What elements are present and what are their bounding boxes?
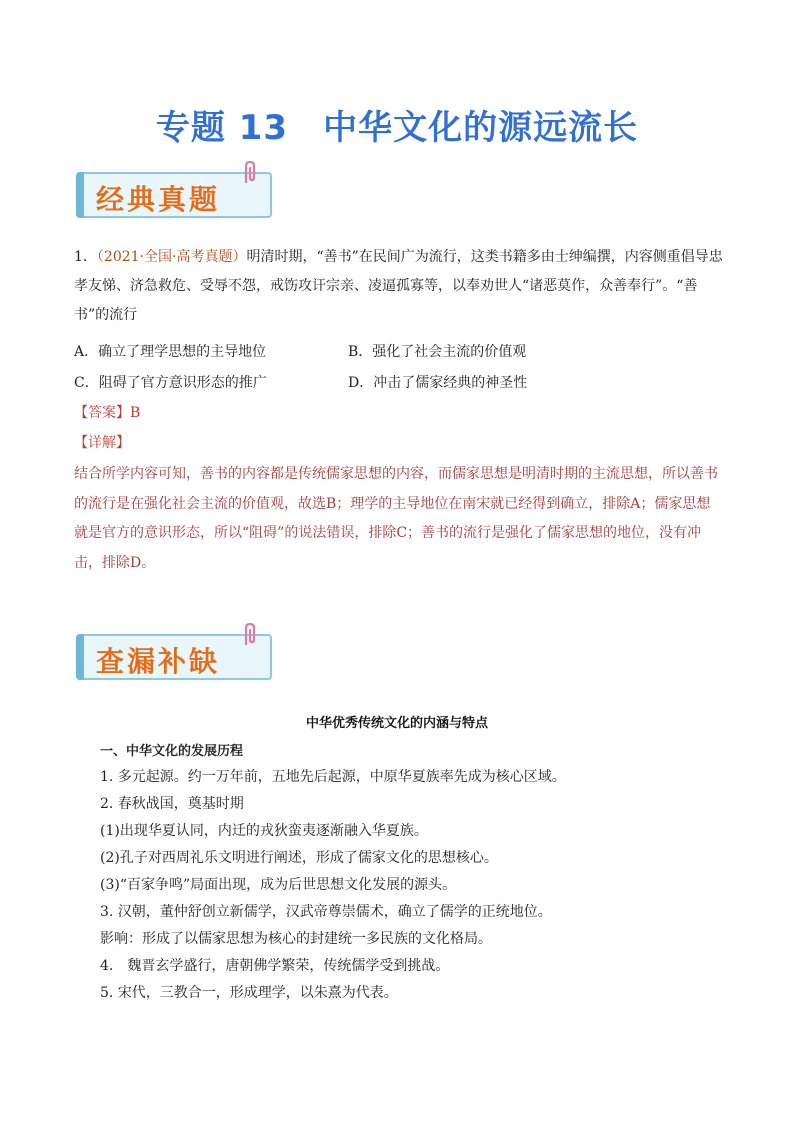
- banner-label: 查漏补缺: [96, 645, 221, 678]
- content-line: (3)“百家争鸣”局面出现，成为后世思想文化发展的源头。: [100, 877, 457, 893]
- answer-value: B: [130, 405, 141, 421]
- content-line: 1. 多元起源。约一万年前，五地先后起源，中原华夏族率先成为核心区域。: [100, 769, 566, 785]
- content-line: 影响：形成了以儒家思想为核心的封建统一多民族的文化格局。: [100, 931, 492, 947]
- option-a: A．确立了理学思想的主导地位: [74, 344, 267, 360]
- section-title: 中华优秀传统文化的内涵与特点: [305, 716, 488, 731]
- option-b: B．强化了社会主流的价值观: [348, 344, 527, 360]
- content-line: 2. 春秋战国，奠基时期: [100, 796, 244, 812]
- section-heading: 一、中华文化的发展历程: [100, 744, 244, 759]
- question-stem: [74, 243, 724, 330]
- answer-label: 【答案】: [74, 405, 130, 421]
- section-banner-review: [76, 628, 272, 680]
- content-line: 5. 宋代，三教合一，形成理学，以朱熹为代表。: [100, 985, 398, 1001]
- question-source: （2021·全国·高考真题）: [96, 249, 247, 265]
- question-text: 明清时期，“善书”在民间广为流行，这类书籍多由士绅编撰，内容侧重倡导忠孝友悌、济急救危、受辱不怨，戒饬攻讦宗亲、凌逼孤寡等，以奉劝世人“诸恶莫作，众善奉行”。“善书”的流行: [74, 249, 723, 323]
- option-c: C．阻碍了官方意识形态的推广: [74, 375, 267, 391]
- section-banner-classic: [76, 166, 272, 218]
- banner-label: 经典真题: [96, 183, 221, 216]
- content-line: 3. 汉朝，董仲舒创立新儒学，汉武帝尊崇儒术，确立了儒学的正统地位。: [100, 904, 552, 920]
- content-line: (2)孔子对西周礼乐文明进行阐述，形成了儒家文化的思想核心。: [100, 850, 498, 866]
- detail-text: 结合所学内容可知，善书的内容都是传统儒家思想的内容，而儒家思想是明清时期的主流思想，所以善书的流行是在强化社会主流的价值观，故选B；理学的主导地位在南宋就已经得到确立，排除A；儒家思想就是官方的意识形态，所以“阻碍”的说法错误，排除C；善书的流行是强化了儒家思想的地位，没有冲击，排除D。: [74, 466, 718, 571]
- paperclip-icon: [238, 622, 264, 648]
- paperclip-icon: [238, 160, 264, 186]
- page-title: 专题 13 中华文化的源远流长: [155, 108, 639, 148]
- answer-line: [74, 402, 140, 422]
- option-d: D．冲击了儒家经典的神圣性: [348, 375, 528, 391]
- content-line: (1)出现华夏认同，内迁的戎狄蛮夷逐渐融入华夏族。: [100, 823, 428, 839]
- question-number: 1．: [74, 249, 97, 265]
- content-line: 4. 魏晋玄学盛行，唐朝佛学繁荣，传统儒学受到挑战。: [100, 958, 450, 974]
- detail-label: 【详解】: [74, 435, 130, 451]
